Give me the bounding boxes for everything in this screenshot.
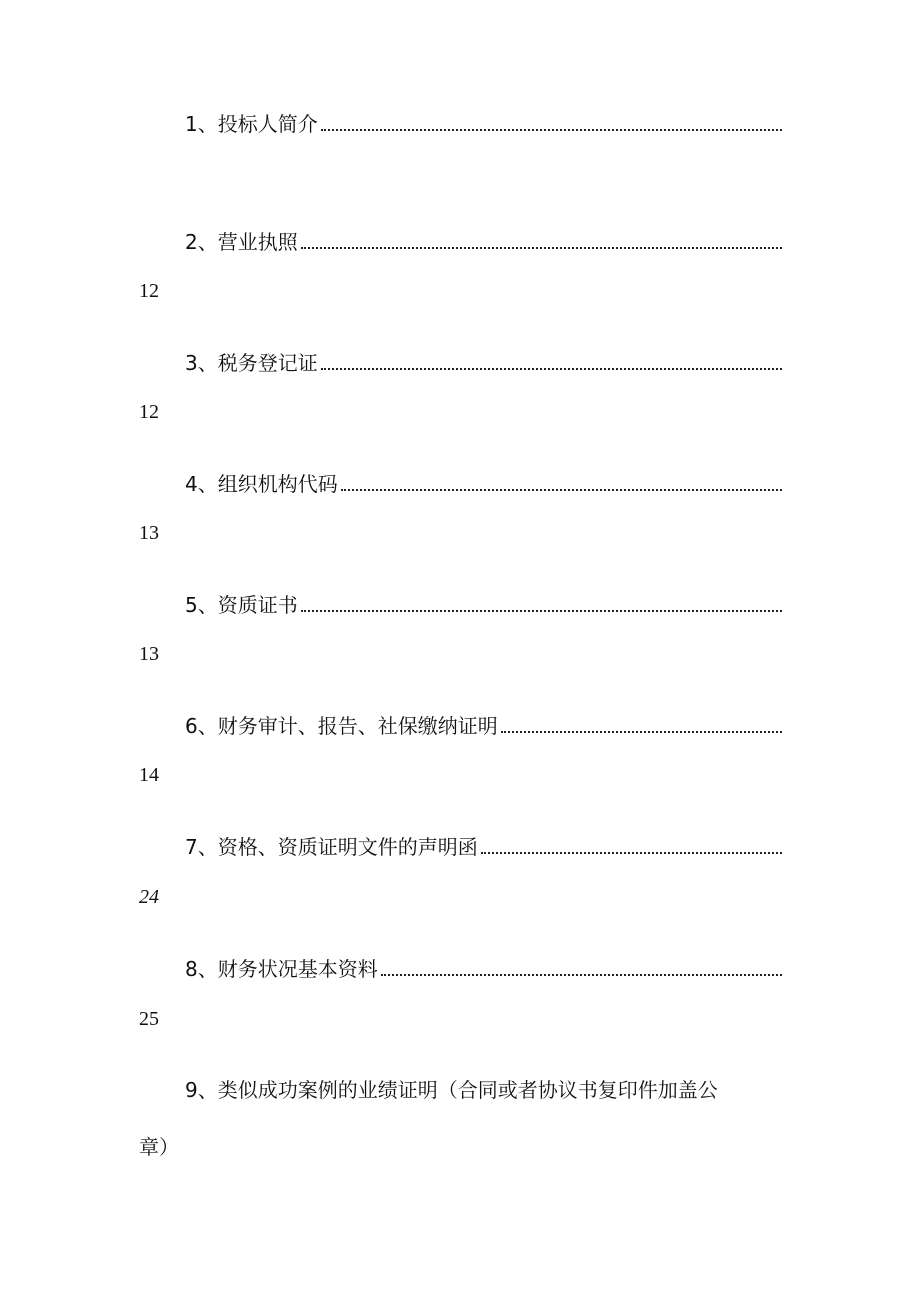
- toc-entry-title: 7、资格、资质证明文件的声明函: [185, 835, 478, 859]
- toc-entry: [185, 833, 782, 861]
- toc-entry: [185, 712, 782, 740]
- toc-entry-title: 8、财务状况基本资料: [185, 957, 378, 981]
- toc-entry: [185, 955, 782, 983]
- dot-leader: [321, 368, 782, 370]
- toc-page-number: 12: [139, 401, 159, 423]
- dot-leader: [321, 129, 782, 131]
- toc-entry-title-continued: 章）: [139, 1135, 179, 1159]
- toc-entry: [185, 591, 782, 619]
- toc-entry-title: 2、营业执照: [185, 230, 298, 254]
- toc-page-number: 13: [139, 643, 159, 665]
- toc-page-number: 25: [139, 1008, 159, 1030]
- toc-entry: [185, 228, 782, 256]
- toc-entry: [185, 349, 782, 377]
- toc-entry-title: 1、投标人简介: [185, 112, 318, 136]
- toc-entry: [185, 470, 782, 498]
- dot-leader: [381, 974, 782, 976]
- toc-page-number: 14: [139, 764, 159, 786]
- toc-page-number: 24: [139, 886, 159, 908]
- toc-entry-title: 9、类似成功案例的业绩证明（合同或者协议书复印件加盖公: [185, 1078, 718, 1102]
- dot-leader: [481, 852, 782, 854]
- toc-entry-title: 5、资质证书: [185, 593, 298, 617]
- toc-entry-title: 4、组织机构代码: [185, 472, 338, 496]
- dot-leader: [301, 247, 782, 249]
- toc-entry: [185, 110, 782, 138]
- dot-leader: [341, 489, 782, 491]
- toc-entry-title: 3、税务登记证: [185, 351, 318, 375]
- toc-page-number: 12: [139, 280, 159, 302]
- toc-page-number: 13: [139, 522, 159, 544]
- dot-leader: [501, 731, 782, 733]
- toc-entry-title: 6、财务审计、报告、社保缴纳证明: [185, 714, 498, 738]
- dot-leader: [301, 610, 782, 612]
